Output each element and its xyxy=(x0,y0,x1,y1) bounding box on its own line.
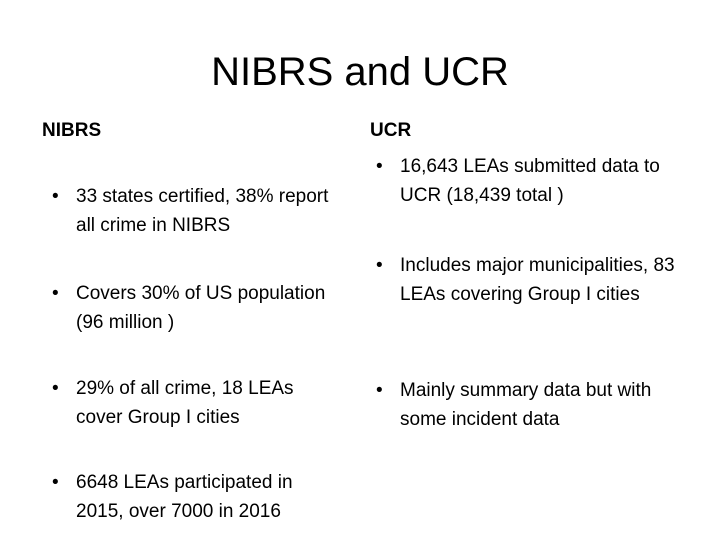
ucr-bullet-3 xyxy=(366,376,686,434)
bullet-text: 16,643 LEAs submitted data to UCR (18,439 total ) xyxy=(400,156,660,206)
nibrs-bullet-4 xyxy=(42,468,332,526)
nibrs-bullet-2 xyxy=(42,279,332,337)
bullet-text: 6648 LEAs participated in 2015, over 7000 in 2016 xyxy=(76,472,293,522)
ucr-bullet-1 xyxy=(366,152,686,210)
ucr-bullet-2 xyxy=(366,251,686,309)
ucr-heading: UCR xyxy=(370,120,412,141)
bullet-text: 33 states certified, 38% report all crime in NIBRS xyxy=(76,186,329,236)
bullet-dot: • xyxy=(52,378,59,399)
bullet-dot: • xyxy=(376,255,383,276)
nibrs-heading: NIBRS xyxy=(42,120,102,141)
bullet-dot: • xyxy=(376,380,383,401)
bullet-dot: • xyxy=(52,186,59,207)
bullet-text: Mainly summary data but with some incident data xyxy=(400,380,652,430)
bullet-text: 29% of all crime, 18 LEAs cover Group I cities xyxy=(76,378,294,428)
slide-title: NIBRS and UCR xyxy=(211,50,509,94)
bullet-dot: • xyxy=(376,156,383,177)
nibrs-bullet-1 xyxy=(42,182,332,240)
bullet-dot: • xyxy=(52,472,59,493)
bullet-text: Covers 30% of US population (96 million ) xyxy=(76,283,326,333)
nibrs-bullet-3 xyxy=(42,374,332,432)
bullet-dot: • xyxy=(52,283,59,304)
bullet-text: Includes major municipalities, 83 LEAs covering Group I cities xyxy=(400,255,675,305)
